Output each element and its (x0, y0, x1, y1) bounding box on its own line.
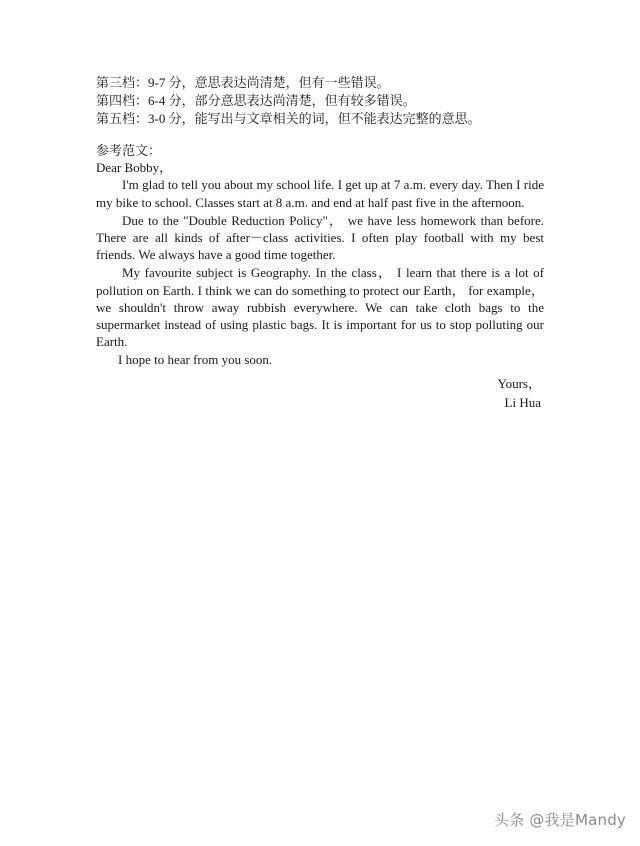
source-watermark: 头条 @我是Mandy (493, 811, 626, 829)
grading-line-third: 第三档：9-7 分，意思表达尚清楚，但有一些错误。 (96, 75, 390, 90)
grading-line-fifth: 第五档：3-0 分，能写出与文章相关的词，但不能表达完整的意思。 (96, 111, 481, 126)
letter-signature: Li Hua (504, 394, 541, 410)
sample-letter (96, 142, 544, 412)
letter-closing-line: I hope to hear from you soon. (118, 352, 273, 368)
letter-paragraph-3: My favourite subject is Geography. In the class， I learn that there is a lot of pollution on Earth. I think we can do something to protect our Earth， for example， we shouldn't throw away rubbish everywhere. We can take cloth bags to the supermarket instead of using plastic bags. It is important for us to stop polluting our Earth. (96, 265, 544, 350)
grading-line-fourth: 第四档：6-4 分，部分意思表达尚清楚，但有较多错误。 (96, 93, 416, 108)
letter-signoff: Yours， (497, 375, 541, 391)
grading-criteria (96, 74, 556, 128)
letter-paragraph-1: I'm glad to tell you about my school life. I get up at 7 a.m. every day. Then I ride my bike to school. Classes start at 8 a.m. and end at half past five in the afternoon. (96, 177, 544, 210)
letter-greeting: Dear Bobby， (96, 160, 173, 176)
letter-signoff-block (96, 374, 544, 412)
letter-paragraph-2: Due to the "Double Reduction Policy"， we have less homework than before. There are all kinds of after－class activities. I often play football with my best friends. We always have a good time together. (96, 212, 544, 263)
section-label: 参考范文： (96, 143, 162, 158)
